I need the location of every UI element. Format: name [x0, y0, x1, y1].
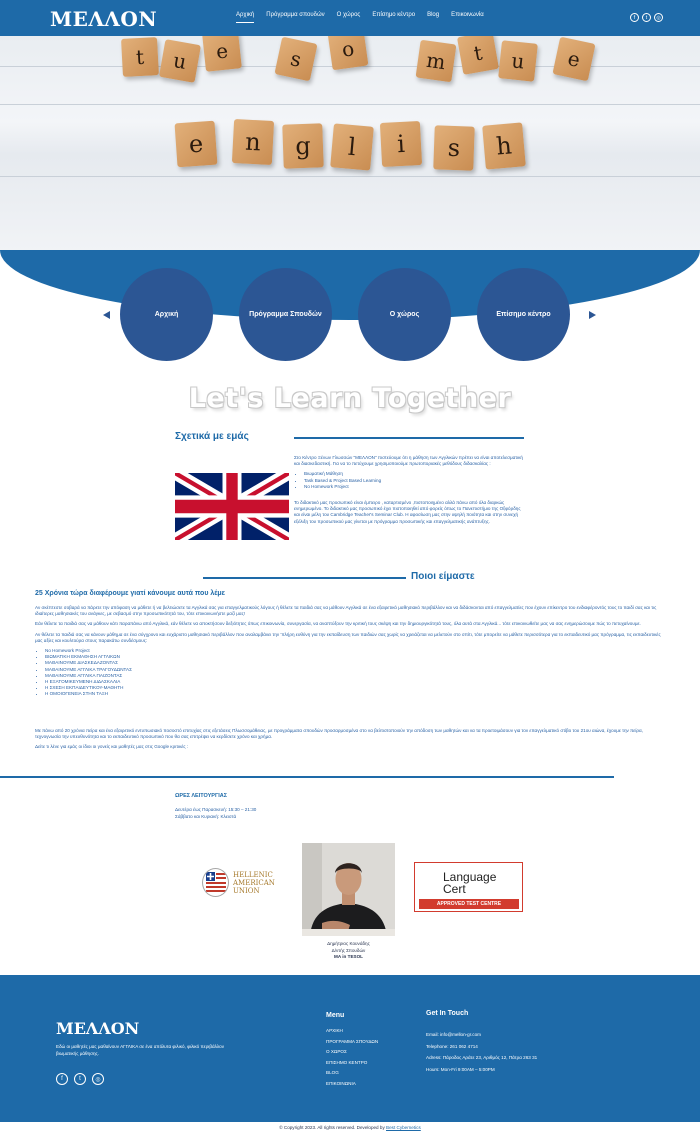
letter-tile: t: [457, 36, 499, 75]
contact-email[interactable]: Email: info@mellon-gr.com: [426, 1032, 481, 1037]
list-item: • No Homework Project: [304, 484, 526, 490]
list-item: • Task Based & Project Based Learning: [304, 478, 526, 484]
circle-home[interactable]: Αρχική: [120, 268, 213, 361]
link-item[interactable]: • ΜΑΘΑΙΝΟΥΜΕ ΑΓΓΛΙΚΑ ΤΡΑΓΟΥΔΩΝΤΑΣ: [45, 667, 665, 673]
who-title: Ποιοι είμαστε: [411, 571, 475, 582]
facebook-icon[interactable]: f: [56, 1073, 68, 1085]
letter-tile: h: [482, 122, 526, 169]
link-item[interactable]: • ΒΙΩΜΑΤΙΚΗ ΕΚΜΑΘΗΣΗ ΑΓΓΛΙΚΩΝ: [45, 654, 665, 660]
languagecert-logo: [414, 862, 523, 912]
methods-list: [304, 471, 526, 490]
contact-address: Adress: Πάροδος Αράτε 23, Αριθμός 12, Πάτρα 263 31: [426, 1055, 538, 1060]
header: [0, 0, 700, 36]
list-item: • Βιωματική Μάθηση: [304, 471, 526, 477]
twitter-icon[interactable]: t: [74, 1073, 86, 1085]
footer: [0, 975, 700, 1122]
uk-flag-image: [175, 473, 289, 540]
values-links: [45, 648, 665, 698]
director-name: Δημήτριος Κουνάδης: [327, 941, 370, 946]
footer-logo[interactable]: ΜΕΛΛΟΝ: [56, 1019, 140, 1038]
circle-space[interactable]: Ο χώρος: [358, 268, 451, 361]
letter-tile: u: [498, 40, 538, 82]
footer-contact: [426, 1032, 546, 1078]
footer-description: Εδώ οι μαθητές μας μαθαίνουν ΑΓΓΛΙΚΑ σε ένα απόλυτα φιλικό, φιλικό περιβάλλον βιωματικής μάθησης.: [56, 1044, 224, 1056]
nav-program[interactable]: Πρόγραμμα σπουδών: [266, 12, 325, 18]
footer-menu-item[interactable]: ΑΡΧΙΚΗ: [326, 1028, 343, 1033]
nav-blog[interactable]: Blog: [427, 12, 440, 18]
paragraph: Εάν θέλετε τα παιδιά σας να μάθουν κάτι παραπάνω από Αγγλικά, εάν θέλετε να αποκτήσουν δεξιότητες όπως επικοινωνία, συνεργασία, να αναπτύξουν την κριτική τους σκέψη και την δημιουργικότητά τους, όλα αυτά στα Αγγλικά... τότε επικοινωθείτε μας να σας ενημερώσουμε πώς το πετυχαίνουμε.: [35, 621, 641, 627]
paragraph: Δείτε τι λένε για εμάς οι ίδιοι οι γονείς και μαθητές μας στις Google κριτικές :: [35, 744, 189, 750]
hau-line: AMERICAN: [233, 878, 275, 887]
about-intro: Στο Κέντρο Ξένων Γλωσσών "ΜΕΛΛΟΝ" πιστεύουμε ότι η μάθηση των Αγγλικών πρέπει να είναι αποτελεσματική και διασκεδαστική. Για να το πετύχουμε χρησιμοποιούμε πρωτοποριακές μεθόδους διδασκαλίας :: [294, 455, 523, 467]
hau-name: [233, 871, 275, 895]
hours-text: [175, 806, 256, 820]
contact-hours: Hours: Mon-Fri 9:00AM – 5:00PM: [426, 1066, 495, 1072]
letter-tile: n: [232, 119, 274, 165]
nav-home[interactable]: Αρχική: [236, 12, 254, 23]
lc-name: [443, 871, 496, 895]
logo[interactable]: ΜΕΛΛΟΝ: [50, 7, 158, 31]
link-item[interactable]: • Η ΣΧΕΣΗ ΕΚΠΑΙΔΕΥΤΙΚΟΥ-ΜΑΘΗΤΗ: [45, 685, 665, 691]
about-title: Σχετικά με εμάς: [175, 431, 249, 442]
hau-line: UNION: [233, 886, 260, 895]
nav-contact[interactable]: Επικοινωνία: [451, 12, 484, 18]
nav-official-center[interactable]: Επίσημο κέντρο: [372, 12, 416, 18]
letter-tile: o: [328, 36, 369, 70]
link-item[interactable]: • ΜΑΘΑΙΝΟΥΜΕ ΔΙΑΣΚΕΔΑΖΟΝΤΑΣ: [45, 660, 665, 666]
director-caption: [302, 941, 395, 961]
hau-line: HELLENIC: [233, 870, 273, 879]
footer-contact-title: Get In Touch: [426, 1010, 469, 1017]
hours-weekend: Σάββατο και Κυριακή: Κλειστά: [175, 814, 237, 819]
letter-tile: s: [274, 37, 317, 82]
about-staff: Το διδακτικό μας προσωπικό είναι έμπειρο , καταρτισμένο ,πιστοποιημένο αλλά πάνω από όλα διαρκώς ενημερωμένο. Το διδακτικό μας προσωπικό έχει πιστοποιηθεί από φορείς όπως το Πανεπιστήμιο της Οξφόρδης και είναι μέλη του Cambridge Teacher's Seminar Club. Η αφοσίωση μας στην υψηλή ποιότητα και στην συνεχή εξέλιξη του προσωπικού μας γίνεται με πρόγραμμα προσωπικής και επαγγελματικής ανάπτυξης.: [294, 500, 521, 524]
letter-tile: e: [552, 37, 595, 82]
about-text: [294, 455, 526, 528]
footer-menu-item[interactable]: ΠΡΟΓΡΑΜΜΑ ΣΠΟΥΔΩΝ: [326, 1038, 379, 1044]
main-nav: [236, 12, 496, 23]
circle-official-center[interactable]: Επίσημο κέντρο: [477, 268, 570, 361]
letter-tile: s: [433, 125, 475, 170]
footer-menu-item[interactable]: BLOG: [326, 1070, 339, 1076]
about-divider: [294, 437, 524, 439]
hours-title: ΩΡΕΣ ΛΕΙΤΟΥΡΓΙΑΣ: [175, 793, 228, 799]
developer-link[interactable]: Best Cybernetics: [386, 1125, 421, 1130]
tagline: Let's Learn Together: [188, 383, 512, 414]
who-divider: [203, 577, 406, 579]
header-social: [630, 13, 663, 22]
hours-divider: [0, 776, 614, 778]
facebook-icon[interactable]: f: [630, 13, 639, 22]
twitter-icon[interactable]: t: [642, 13, 651, 22]
nav-space[interactable]: Ο χώρος: [336, 12, 361, 18]
link-item[interactable]: • No Homework Project: [45, 648, 665, 654]
footer-menu-item[interactable]: Ο ΧΩΡΟΣ: [326, 1049, 347, 1055]
wood-plank-line: [0, 176, 700, 177]
letter-tile: e: [202, 36, 242, 72]
circle-program[interactable]: Πρόγραμμα Σπουδών: [239, 268, 332, 361]
link-item[interactable]: • Η ΟΜΟΙΟΓΕΝΕΙΑ ΣΤΗΝ ΤΑΞΗ: [45, 691, 665, 697]
instagram-icon[interactable]: ◎: [654, 13, 663, 22]
director-degree: MA in TESOL: [334, 954, 363, 959]
footer-menu-title: Menu: [326, 1012, 345, 1019]
paragraph: Αν σκέπτεστε σοβαρά να πάρετε την απόφαση να μάθετε ή να βελτιώσετε τα Αγγλικά σας για επαγγελματικούς λόγους ή θέλετε τα παιδιά σας να μάθουν Αγγλικά σε ένα εξαιρετικό μαθησιακό περιβάλλον και να διδάσκονται από επαγγελματίες που έχουν επίκεντρο του ενδιαφέροντός τους το παιδί σας και τις ιδιαίτερες μαθησιακές του ανάγκες, με σεβασμό στην προσωπικότητά του, τότε επικοινωνήστε μαζί μας!: [35, 605, 657, 617]
copyright-text: © Copyright 2023. All rights reserved. Developed by: [279, 1125, 385, 1130]
paragraph: Με πάνω από 20 χρόνια πείρα και ένα εξαιρετικό εντυπωσιακό ποσοστό επιτυχίας στις εξετάσεις Πλωσσομάθειας, με προγράμματα σπουδών προσαρμοσμένα στο να βελτιστοποιούν την απόδοση των μαθητών και να τα προετοιμάσουν για τον επαγγελματικό στίβο του 21ου αιώνα, έχουμε την πείρα, τεχνογνωσία την υπευθυνότητα και το εκπαιδευτικό προσωπικό που θα σας επιτρέψει να κερδίσετε χρόνο και χρήμα.: [35, 727, 643, 739]
letter-tile: m: [416, 40, 457, 83]
carousel-prev-arrow[interactable]: [103, 311, 110, 319]
hero-image: [0, 36, 700, 251]
carousel-next-arrow[interactable]: [589, 311, 596, 319]
director-photo: [302, 843, 395, 936]
hellenic-american-union-logo: [202, 868, 275, 897]
letter-tile: i: [380, 121, 422, 167]
contact-phone[interactable]: Telephone: 261 062 4714: [426, 1043, 478, 1049]
wood-plank-line: [0, 104, 700, 105]
letter-tile: g: [282, 123, 324, 168]
lc-approved-bar: APPROVED TEST CENTRE: [419, 899, 519, 909]
copyright-bar: [0, 1122, 700, 1137]
paragraph: Αν θέλετε τα παιδιά σας να κάνουν μάθημα σε ένα σύγχρονο και ευχάριστο μαθησιακό περιβάλλον που αναλαμβάνει την 'πλήρη ευθύνη για την εκπαίδευση των παιδιών σας χωρίς να χρειάζεται να μελετούν στο σπίτι, τότε μπορείτε να μάθετε περισσότερα για το εκπαιδευτικό μας πρόγραμμα, τις εκπαιδευτικές μας αξίες και κουλτούρα στους παρακάτω συνδέσμους:: [35, 631, 661, 643]
letter-tile: t: [121, 37, 159, 77]
hau-seal-icon: [202, 868, 229, 897]
lc-line: Cert: [443, 882, 466, 896]
footer-social: [56, 1073, 104, 1085]
quick-links: [120, 268, 570, 361]
letter-tile: e: [175, 121, 218, 168]
director-role: Δ/ντής Σπουδών: [331, 947, 366, 953]
lc-line: Language: [443, 870, 497, 884]
link-item[interactable]: • ΜΑΘΑΙΝΟΥΜΕ ΑΓΓΛΙΚΑ ΠΑΙΖΟΝΤΑΣ: [45, 673, 665, 679]
footer-menu-item[interactable]: ΕΠΙΚΟΙΝΩΝΙΑ: [326, 1080, 356, 1086]
years-heading: 25 Χρόνια τώρα διαφέρουμε γιατί κάνουμε αυτά που λέμε: [35, 590, 225, 597]
footer-menu: [326, 1026, 378, 1090]
who-text: [35, 605, 665, 754]
hours-weekdays: Δευτέρα έως Παρασκευή: 15:30 – 21:30: [175, 807, 257, 812]
instagram-icon[interactable]: ◎: [92, 1073, 104, 1085]
link-item[interactable]: • Η ΕΞΑΤΟΜΙΚΕΥΜΕΝΗ ΔΙΔΑΣΚΑΛΙΑ: [45, 679, 665, 685]
footer-menu-item[interactable]: ΕΠΙΣΗΜΟ ΚΕΝΤΡΟ: [326, 1059, 368, 1065]
letter-tile: l: [330, 123, 374, 170]
letter-tile: u: [159, 39, 201, 83]
